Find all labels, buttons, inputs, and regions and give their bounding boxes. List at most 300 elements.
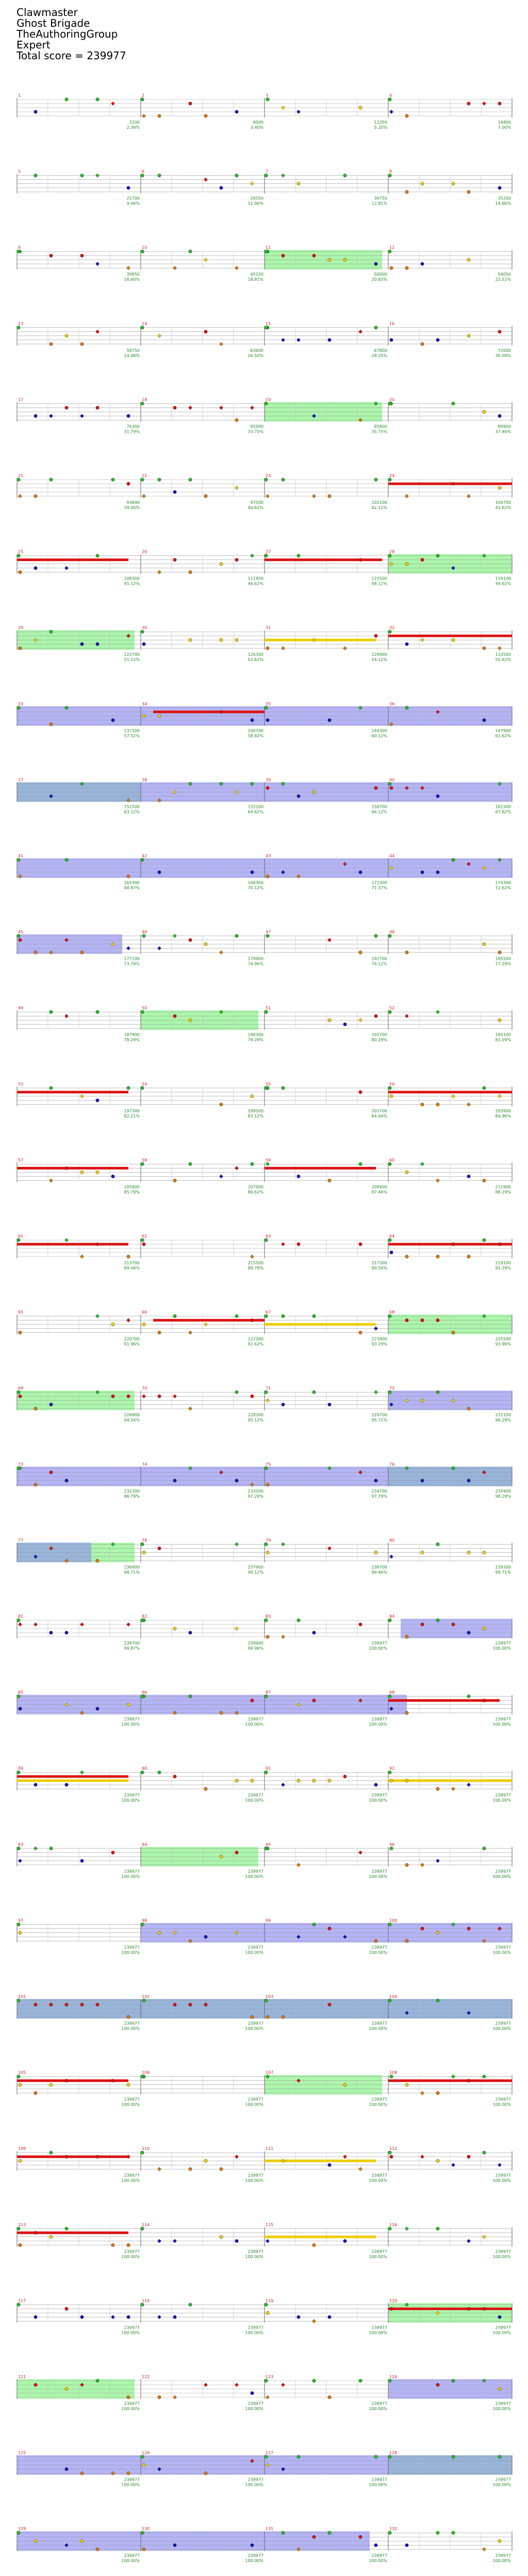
note-gem [127, 2083, 130, 2086]
measure-score: 239977 [124, 2477, 140, 2482]
note-gem [388, 1771, 391, 1774]
staff-row [17, 250, 512, 270]
score-percent: 100.00% [121, 2254, 140, 2259]
note-gem [158, 715, 161, 718]
hopo-note [219, 951, 223, 954]
measure-number: 58 [142, 1158, 147, 1163]
note-gem [328, 2531, 331, 2534]
note-gem [467, 1175, 470, 1178]
note-gem [111, 478, 114, 481]
note-gem [220, 2235, 223, 2239]
hopo-note [250, 554, 254, 557]
measure-number: 54 [142, 1081, 147, 1087]
score-percent: 100.00% [245, 1722, 263, 1727]
note-gem [388, 174, 391, 177]
measure-number: 118 [142, 2298, 150, 2303]
note-gem [127, 2396, 130, 2399]
note-gem [65, 1166, 68, 1170]
measure-score: 226900 [124, 1413, 140, 1418]
note-gem [173, 2544, 176, 2547]
note-gem [265, 1999, 268, 2002]
measure-number: 72 [389, 1386, 395, 1391]
note-gem [235, 934, 238, 937]
note-gem [17, 250, 20, 253]
score-percent: 9.04% [126, 201, 140, 206]
measure-number: 89 [18, 1766, 24, 1771]
sustain-bar [388, 483, 512, 485]
note-gem [34, 2539, 37, 2543]
score-percent: 72.62% [495, 886, 511, 890]
note-gem [421, 1551, 424, 1554]
note-gem [390, 1095, 393, 1098]
score-percent: 100.00% [369, 1798, 387, 1803]
measure-score: 199500 [248, 1108, 263, 1113]
note-gem [17, 934, 20, 937]
score-percent: 100.00% [492, 2330, 511, 2335]
note-gem [421, 262, 424, 265]
score-percent: 60.12% [371, 733, 387, 738]
note-gem [65, 1479, 68, 1482]
note-gem [421, 1623, 424, 1626]
score-percent: 100.00% [492, 2406, 511, 2411]
note-gem [388, 2455, 391, 2458]
note-gem [498, 414, 501, 417]
note-gem [204, 2471, 207, 2475]
score-percent: 79.29% [248, 1038, 263, 1043]
note-gem [204, 114, 207, 117]
hopo-note [358, 2167, 362, 2171]
measure-score: 223900 [371, 1336, 387, 1342]
sustain-bar [17, 558, 128, 561]
score-percent: 100.00% [369, 1646, 387, 1651]
note-gem [405, 1863, 408, 1867]
note-gem [65, 98, 68, 101]
note-gem [50, 1403, 53, 1406]
note-gem [282, 782, 285, 785]
score-percent: 100.00% [121, 2026, 140, 2031]
measure-number: 98 [142, 1918, 147, 1923]
note-gem [359, 106, 362, 109]
hopo-note [389, 1555, 393, 1558]
note-gem [204, 495, 207, 498]
score-percent: 100.00% [492, 2482, 511, 2487]
measure-score: 219100 [495, 1261, 511, 1265]
note-gem [388, 2151, 391, 2154]
score-percent: 70.12% [248, 886, 263, 890]
measure-number: 13 [18, 321, 24, 326]
measure-score: 239977 [495, 2021, 511, 2026]
measure-score: 76300 [126, 424, 140, 429]
note-gem [173, 1775, 176, 1778]
score-percent: 14.66% [495, 201, 511, 206]
note-gem [388, 1391, 391, 1394]
hopo-note [420, 1863, 424, 1867]
hopo-note [204, 2383, 207, 2386]
note-gem [19, 938, 22, 941]
note-gem [34, 2231, 37, 2234]
note-gem [141, 250, 144, 253]
score-percent: 91.29% [495, 1266, 511, 1270]
note-gem [17, 706, 20, 709]
score-percent: 100.00% [369, 2178, 387, 2183]
hopo-note [219, 1175, 223, 1178]
note-gem [127, 2471, 130, 2475]
note-gem [405, 1779, 408, 1782]
measure-number: 128 [389, 2450, 398, 2455]
note-gem [297, 1175, 300, 1178]
hopo-note [281, 338, 285, 342]
measure-number: 64 [389, 1234, 395, 1239]
note-gem [328, 1927, 331, 1930]
score-percent: 11.06% [248, 201, 263, 206]
hopo-note [451, 482, 455, 485]
score-percent: 57.12% [124, 733, 140, 738]
measure-score: 225500 [495, 1336, 511, 1342]
hopo-note [266, 1162, 269, 1166]
measure-score: 239977 [495, 2325, 511, 2330]
score-percent: 45.12% [124, 581, 140, 586]
measure-number: 92 [389, 1766, 395, 1771]
staff-row [17, 478, 512, 498]
score-percent: 100.00% [121, 2102, 140, 2107]
note-gem [96, 98, 99, 101]
note-gem [19, 2159, 22, 2162]
note-gem [141, 478, 144, 481]
measure-number: 95 [266, 1842, 271, 1847]
sustain-bar [17, 1243, 128, 1246]
measure-number: 16 [389, 321, 395, 326]
note-gem [328, 1779, 331, 1782]
hopo-note [235, 486, 238, 489]
note-gem [282, 478, 285, 481]
measure-score: 21700 [126, 196, 140, 201]
measure-score: 239977 [124, 1945, 140, 1950]
note-gem [265, 1087, 268, 1090]
note-gem [312, 1699, 316, 1702]
sustain-bar [153, 1319, 265, 1321]
hopo-note [389, 110, 393, 113]
note-gem [374, 1939, 377, 1942]
note-gem [343, 174, 346, 177]
measure-score: 239977 [124, 1869, 140, 1874]
measure-number: 78 [142, 1538, 147, 1543]
measure-number: 33 [18, 701, 24, 706]
measure-number: 23 [266, 473, 271, 478]
note-gem [50, 254, 53, 257]
measure-score: 239977 [495, 2477, 511, 2482]
measure-number: 50 [142, 1006, 147, 1011]
note-gem [158, 478, 161, 481]
hopo-note [281, 1242, 285, 1246]
note-gem [19, 1395, 22, 1398]
measure-score: 239977 [371, 2553, 387, 2558]
measure-score: 115500 [371, 576, 387, 581]
note-gem [452, 1467, 455, 1470]
score-percent: 85.79% [124, 1190, 140, 1195]
measure-number: 25 [18, 549, 24, 554]
note-gem [483, 2151, 486, 2154]
note-gem [141, 1010, 144, 1013]
measure-number: 3 [266, 93, 269, 98]
note-gem [483, 719, 486, 722]
note-gem [312, 254, 316, 257]
hopo-note [420, 2091, 424, 2095]
score-percent: 100.00% [369, 2254, 387, 2259]
note-gem [142, 1551, 145, 1554]
hopo-note [498, 1094, 501, 1098]
score-percent: 98.29% [495, 1494, 511, 1499]
note-gem [405, 2083, 408, 2086]
measure-score: 201700 [371, 1108, 387, 1113]
score-percent: 99.12% [248, 1570, 263, 1575]
hopo-note [173, 2239, 176, 2243]
measure-score: 140700 [248, 728, 263, 733]
measure-number: 10 [142, 245, 147, 250]
note-gem [204, 2159, 207, 2162]
measure-number: 113 [18, 2222, 26, 2227]
note-gem [80, 642, 84, 646]
measure-number: 120 [389, 2298, 398, 2303]
note-gem [80, 951, 84, 954]
score-percent: 90.54% [371, 1266, 387, 1270]
note-gem [158, 174, 161, 177]
note-gem [343, 2240, 346, 2243]
note-gem [312, 1923, 316, 1926]
staff-row [17, 858, 512, 878]
note-gem [436, 1931, 439, 1934]
measure-number: 119 [266, 2298, 274, 2303]
hopo-note [281, 1783, 285, 1787]
note-gem [17, 326, 20, 329]
note-gem [235, 1479, 238, 1482]
note-gem [251, 1095, 254, 1098]
score-percent: 100.00% [369, 1950, 387, 1955]
note-gem [80, 1859, 84, 1862]
note-gem [498, 2539, 501, 2543]
hopo-note [266, 494, 269, 498]
hopo-note [250, 1255, 254, 1258]
score-percent: 100.00% [492, 1798, 511, 1803]
hopo-note [436, 1859, 439, 1862]
staff-row [17, 554, 512, 574]
measure-number: 29 [18, 625, 24, 631]
note-gem [65, 2003, 68, 2006]
score-percent: 16.60% [124, 277, 140, 282]
measure-number: 79 [266, 1538, 271, 1543]
note-gem [388, 1239, 391, 1242]
measure-score: 239977 [248, 1869, 263, 1874]
note-gem [265, 478, 268, 481]
measure-number: 96 [389, 1842, 395, 1847]
score-percent: 100.00% [121, 2178, 140, 2183]
note-gem [173, 1014, 176, 1018]
note-gem [483, 1699, 486, 1702]
score-percent: 99.71% [495, 1570, 511, 1575]
hopo-note [188, 406, 192, 410]
note-gem [436, 1787, 439, 1790]
note-gem [436, 1999, 439, 2002]
note-gem [220, 186, 223, 189]
note-gem [96, 1171, 99, 1174]
hopo-note [312, 638, 316, 642]
note-gem [266, 875, 269, 878]
note-gem [467, 1694, 470, 1698]
note-gem [282, 1314, 285, 1317]
note-gem [483, 1087, 486, 1090]
note-gem [297, 1779, 300, 1782]
note-gem [436, 794, 439, 798]
note-gem [343, 1775, 346, 1778]
note-gem [173, 2315, 176, 2318]
note-gem [390, 2155, 393, 2158]
measure-number: 76 [389, 1462, 395, 1467]
score-percent: 67.62% [495, 809, 511, 815]
note-gem [189, 102, 192, 105]
measure-number: 55 [266, 1081, 271, 1087]
note-gem [498, 1019, 501, 1022]
note-gem [204, 2003, 207, 2006]
note-gem [390, 2307, 393, 2310]
note-gem [452, 402, 455, 405]
note-gem [127, 1395, 130, 1398]
measure-number: 39 [266, 777, 271, 783]
note-gem [266, 1483, 269, 1486]
measure-number: 130 [142, 2527, 150, 2532]
note-gem [265, 1239, 268, 1242]
note-gem [111, 1395, 114, 1398]
hopo-note [157, 570, 161, 574]
measure-score: 215500 [248, 1261, 263, 1265]
note-gem [141, 2151, 144, 2154]
note-gem [34, 495, 37, 498]
note-gem [452, 2379, 455, 2382]
measure-score: 234700 [371, 1488, 387, 1494]
hopo-note [126, 266, 130, 270]
measure-number: 100 [389, 1918, 398, 1923]
score-percent: 71.37% [371, 886, 387, 890]
measure-number: 66 [142, 1310, 147, 1315]
hopo-note [235, 2383, 238, 2386]
score-percent: 84.96% [495, 1113, 511, 1118]
note-gem [17, 858, 20, 861]
score-percent: 100.00% [121, 1950, 140, 1955]
hopo-note [498, 647, 501, 650]
note-gem [141, 98, 144, 101]
hopo-note [451, 2163, 455, 2167]
note-gem [374, 634, 377, 637]
measure-score: 233500 [248, 1488, 263, 1494]
hopo-note [250, 182, 254, 185]
staff-row [17, 1923, 512, 1943]
note-gem [421, 1479, 424, 1482]
staff-row [17, 1771, 512, 1791]
note-gem [282, 2015, 285, 2019]
sustain-bar [388, 635, 512, 637]
measure-score: 239977 [371, 1793, 387, 1798]
score-percent: 100.00% [121, 2558, 140, 2564]
hopo-note [204, 258, 207, 262]
measure-number: 65 [18, 1310, 24, 1315]
score-percent: 99.96% [248, 1646, 263, 1651]
note-gem [141, 1162, 144, 1165]
note-gem [452, 638, 455, 641]
note-gem [374, 262, 377, 265]
note-gem [189, 782, 192, 785]
note-gem [251, 1699, 254, 1702]
note-gem [141, 402, 144, 405]
note-gem [65, 2227, 68, 2230]
score-percent: 100.00% [492, 1646, 511, 1651]
score-percent: 100.00% [492, 1950, 511, 1955]
hopo-note [281, 1543, 285, 1546]
note-gem [19, 2083, 22, 2086]
hopo-note [95, 1242, 99, 1246]
note-gem [65, 2079, 68, 2082]
note-gem [96, 1010, 99, 1013]
note-gem [65, 2155, 68, 2158]
measure-score: 192700 [371, 1032, 387, 1038]
note-gem [483, 647, 486, 650]
note-gem [142, 1243, 145, 1246]
measure-number: 15 [266, 321, 271, 326]
note-gem [111, 1323, 114, 1326]
note-gem [96, 2379, 99, 2382]
hopo-note [80, 1255, 84, 1258]
measure-number: 40 [389, 777, 395, 783]
measure-score: 174300 [495, 880, 511, 885]
score-percent: 100.00% [492, 1722, 511, 1727]
hopo-note [173, 266, 176, 270]
note-gem [235, 1851, 238, 1854]
measure-number: 43 [266, 854, 271, 858]
note-gem [142, 934, 145, 937]
note-gem [220, 1103, 223, 1106]
note-gem [50, 1010, 53, 1013]
note-gem [467, 2079, 470, 2082]
measure-number: 46 [142, 929, 147, 935]
note-gem [17, 554, 20, 557]
hopo-note [498, 2163, 501, 2167]
note-gem [265, 554, 268, 557]
note-gem [282, 1403, 285, 1406]
measure-number: 123 [266, 2375, 274, 2379]
measure-score: 197300 [124, 1108, 140, 1113]
note-gem [96, 2003, 99, 2006]
note-gem [158, 871, 161, 874]
note-gem [111, 1175, 114, 1178]
note-gem [251, 2544, 254, 2547]
measure-score: 239977 [124, 2097, 140, 2102]
score-percent: 77.29% [495, 961, 511, 967]
note-gem [34, 2315, 37, 2318]
note-gem [158, 114, 161, 117]
score-percent: 93.96% [495, 1342, 511, 1347]
measure-number: 131 [266, 2527, 274, 2532]
hopo-note [157, 334, 161, 337]
note-gem [189, 2167, 192, 2171]
hopo-note [111, 101, 114, 105]
note-gem [328, 1019, 331, 1022]
score-percent: 92.62% [248, 1342, 263, 1347]
measure-score: 217300 [371, 1261, 387, 1265]
hopo-note [281, 647, 285, 650]
score-percent: 51.12% [124, 657, 140, 663]
hopo-note [358, 1851, 362, 1854]
note-gem [65, 858, 68, 861]
note-gem [421, 871, 424, 874]
score-percent: 100.00% [121, 1798, 140, 1803]
measure-score: 239977 [248, 2173, 263, 2178]
